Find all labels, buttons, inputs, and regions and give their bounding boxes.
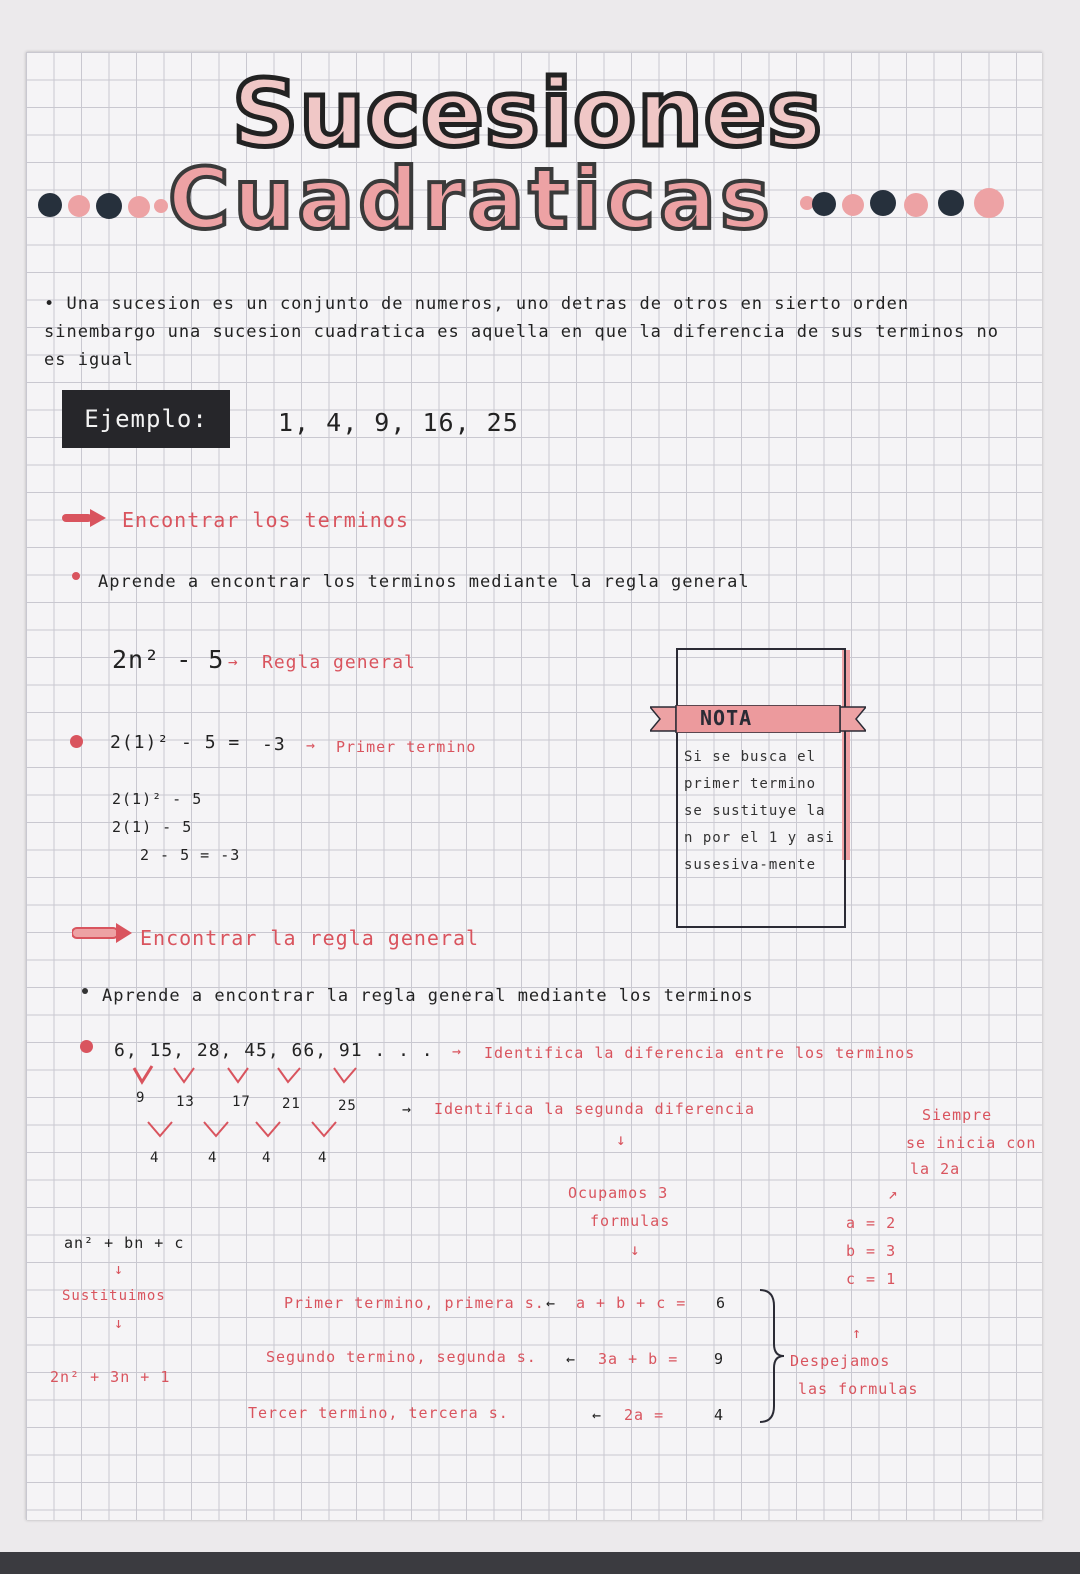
decor-dot bbox=[870, 190, 896, 216]
title-line1: Sucesiones bbox=[232, 60, 823, 167]
section2-title: Encontrar la regla general bbox=[140, 926, 480, 950]
arrow-right-icon: → bbox=[228, 652, 239, 671]
work-line: 2(1)² - 5 bbox=[112, 790, 203, 808]
arrow-icon bbox=[72, 922, 134, 944]
second-diff-label: Identifica la segunda diferencia bbox=[434, 1100, 755, 1118]
second-diff-value: 4 bbox=[318, 1150, 328, 1166]
table-surface bbox=[0, 1552, 1080, 1574]
arrow-right-icon: → bbox=[452, 1042, 463, 1060]
sustituimos-label: Sustituimos bbox=[62, 1288, 166, 1304]
section1-title: Encontrar los terminos bbox=[122, 508, 409, 532]
ejemplo-label: Ejemplo: bbox=[62, 390, 230, 448]
arrow-right-icon: → bbox=[402, 1100, 413, 1118]
decor-dot bbox=[68, 195, 90, 217]
diff-value: 17 bbox=[232, 1094, 251, 1110]
arrow-left-icon: ← bbox=[566, 1350, 577, 1368]
first-term-expr: 2(1)² - 5 = bbox=[110, 732, 241, 753]
arrow-up-icon: ↑ bbox=[852, 1324, 863, 1342]
arrow-up-right-icon: ↗ bbox=[888, 1184, 899, 1203]
ribbon-icon bbox=[650, 705, 866, 733]
decor-dot bbox=[938, 190, 964, 216]
arrow-down-icon: ↓ bbox=[114, 1260, 125, 1278]
sequence: 6, 15, 28, 45, 66, 91 . . . bbox=[114, 1040, 434, 1061]
arrow-icon bbox=[62, 508, 108, 528]
difference-marks bbox=[144, 1116, 344, 1142]
ocupamos-note: formulas bbox=[590, 1212, 671, 1230]
formula-eq: a + b + c = bbox=[576, 1294, 687, 1312]
formula-label: Tercer termino, tercera s. bbox=[248, 1404, 509, 1422]
coefficient: b = 3 bbox=[846, 1242, 897, 1260]
second-diff-value: 4 bbox=[150, 1150, 160, 1166]
step-bullet-icon bbox=[70, 735, 83, 748]
siempre-note: se inicia con bbox=[906, 1134, 1037, 1152]
despejamos-note: las formulas bbox=[798, 1380, 919, 1398]
decor-dot bbox=[38, 193, 62, 217]
intro-text bbox=[44, 290, 1014, 374]
first-diff-label: Identifica la diferencia entre los terminos bbox=[484, 1044, 916, 1062]
rule-expression: 2n² - 5 bbox=[112, 645, 225, 674]
first-term-result: -3 bbox=[262, 734, 286, 755]
coefficient: a = 2 bbox=[846, 1214, 897, 1232]
decor-dot bbox=[974, 188, 1004, 218]
section1-bullet: Aprende a encontrar los terminos mediante la regla general bbox=[98, 572, 750, 592]
first-term-label: Primer termino bbox=[336, 738, 477, 756]
decor-dot bbox=[128, 196, 150, 218]
formula-value: 6 bbox=[716, 1294, 727, 1312]
siempre-note: Siempre bbox=[922, 1106, 993, 1124]
arrow-right-icon: → bbox=[306, 736, 317, 754]
decor-dot bbox=[96, 193, 122, 219]
siempre-note: la 2a bbox=[910, 1160, 961, 1178]
second-diff-value: 4 bbox=[208, 1150, 218, 1166]
diff-value: 21 bbox=[282, 1096, 301, 1112]
decor-dot bbox=[904, 193, 928, 217]
decor-dot bbox=[842, 194, 864, 216]
work-line: 2(1) - 5 bbox=[112, 818, 193, 836]
nota-text: Si se busca el primer termino se sustituye la n por el 1 y asi susesiva-mente bbox=[684, 749, 835, 873]
arrow-left-icon: ← bbox=[592, 1406, 603, 1424]
diff-value: 25 bbox=[338, 1098, 357, 1114]
coefficient: c = 1 bbox=[846, 1270, 897, 1288]
difference-marks bbox=[128, 1062, 368, 1088]
rule-label: Regla general bbox=[262, 652, 416, 673]
formula-eq: 2a = bbox=[624, 1406, 665, 1424]
section2-bullet: Aprende a encontrar la regla general mediante los terminos bbox=[102, 986, 754, 1006]
despejamos-note: Despejamos bbox=[790, 1352, 891, 1370]
formula-value: 9 bbox=[714, 1350, 725, 1368]
formula-label: Segundo termino, segunda s. bbox=[266, 1348, 537, 1366]
bullet-icon: • bbox=[44, 294, 67, 314]
bullet-icon bbox=[82, 988, 88, 994]
arrow-left-icon: ← bbox=[546, 1294, 557, 1312]
diff-value: 13 bbox=[176, 1094, 195, 1110]
diff-value: 9 bbox=[136, 1090, 146, 1106]
ocupamos-note: Ocupamos 3 bbox=[568, 1184, 669, 1202]
result-rule: 2n² + 3n + 1 bbox=[50, 1368, 171, 1386]
arrow-down-icon: ↓ bbox=[114, 1314, 125, 1332]
step-bullet-icon bbox=[80, 1040, 93, 1053]
title-line2: Cuadraticas bbox=[168, 150, 774, 248]
brace-icon bbox=[756, 1286, 786, 1426]
formula-label: Primer termino, primera s. bbox=[284, 1294, 545, 1312]
arrow-down-icon: ↓ bbox=[630, 1240, 641, 1259]
bullet-icon bbox=[72, 572, 80, 580]
formula-eq: 3a + b = bbox=[598, 1350, 679, 1368]
intro-body: Una sucesion es un conjunto de numeros, uno detras de otros en sierto orden sinembargo una sucesion cuadratica es aquella en que la diferencia de sus terminos no es igual bbox=[44, 294, 999, 370]
decor-dot bbox=[154, 199, 168, 213]
second-diff-value: 4 bbox=[262, 1150, 272, 1166]
ejemplo-sequence: 1, 4, 9, 16, 25 bbox=[278, 408, 519, 437]
decor-dot bbox=[812, 192, 836, 216]
work-line: 2 - 5 = -3 bbox=[140, 846, 241, 864]
arrow-down-icon: ↓ bbox=[616, 1130, 627, 1149]
formula-value: 4 bbox=[714, 1406, 725, 1424]
general-form: an² + bn + c bbox=[64, 1234, 185, 1252]
nota-title: NOTA bbox=[700, 706, 753, 730]
